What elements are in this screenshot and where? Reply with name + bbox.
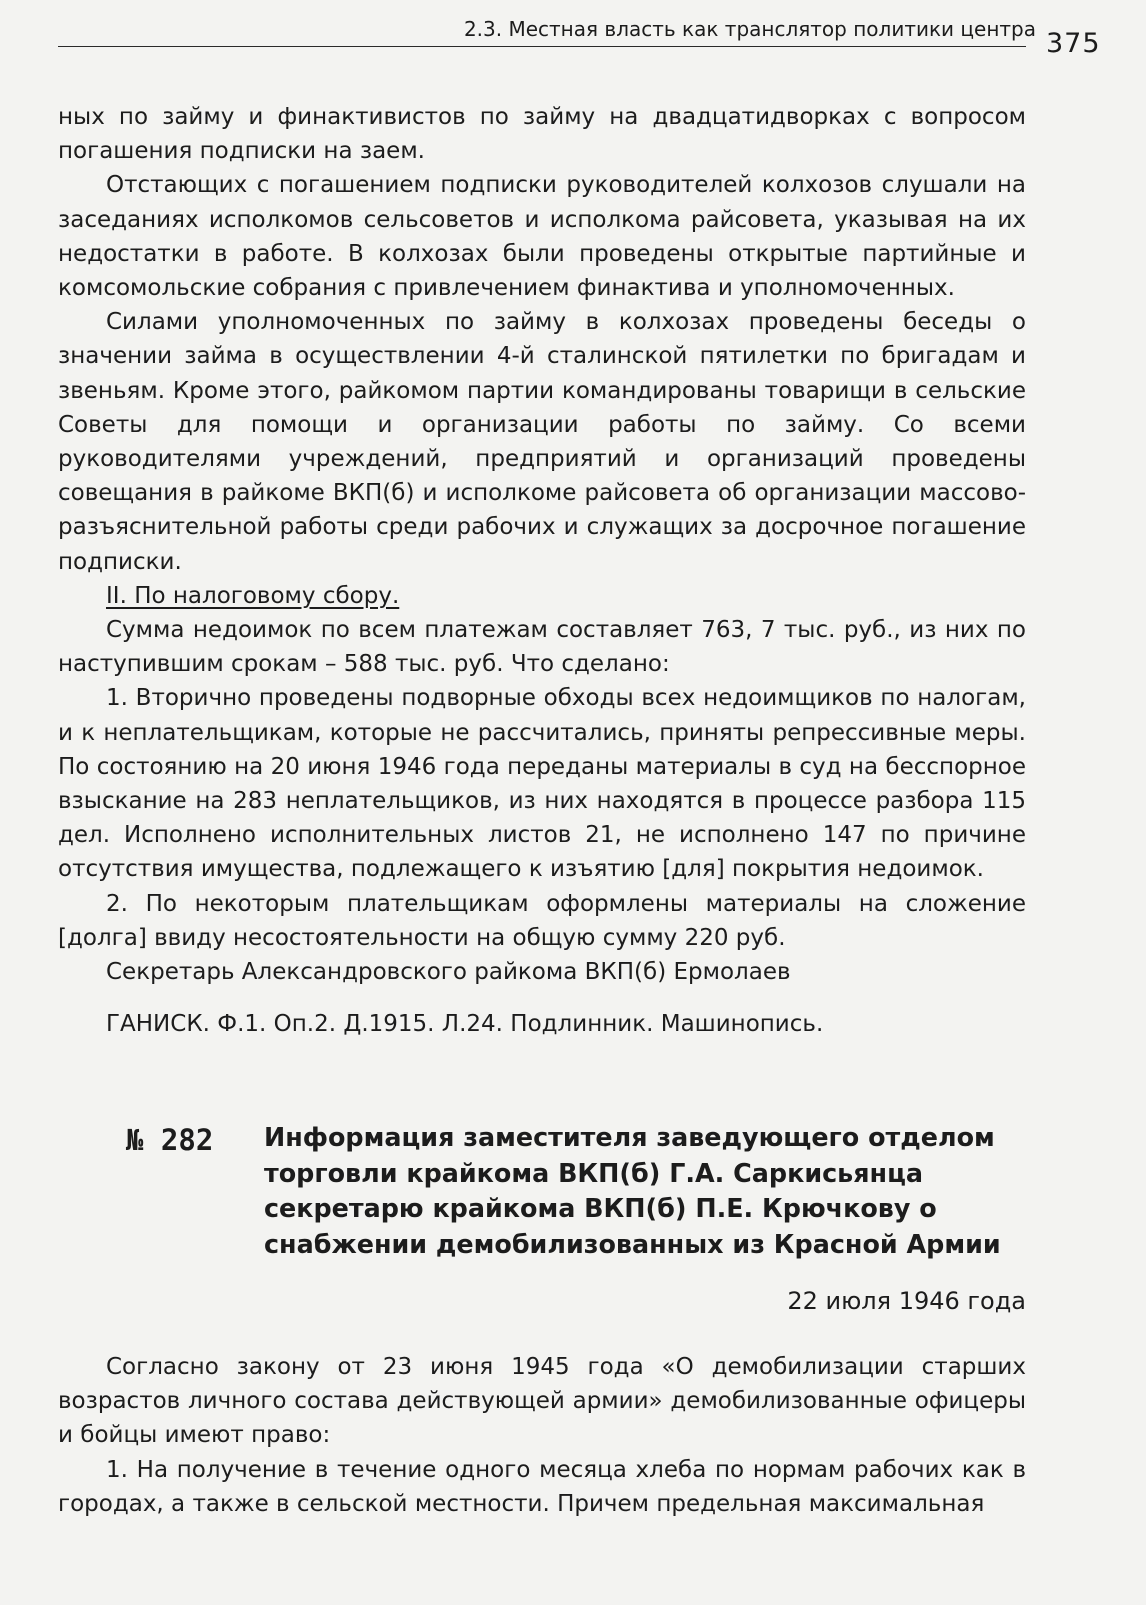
section-heading-line	[58, 579, 1026, 613]
page-number: 375	[1046, 28, 1101, 59]
paragraph: Сумма недоимок по всем платежам составляет 763, 7 тыс. руб., из них по наступившим срокам – 588 тыс. руб. Что сделано:	[58, 617, 1026, 678]
section-heading: II. По налоговому сбору.	[106, 582, 400, 609]
paragraph: 1. Вторично проведены подворные обходы всех недоимщиков по налогам, и к неплательщикам, которые не рассчитались, приняты репрессивные меры. По состоянию на 20 июня 1946 года переданы материалы в суд на бесспорное взыскание на 283 неплательщиков, из них находятся в процессе разбора 115 дел. Исполнено исполнительных листов 21, не исполнено 147 по причине отсутствия имущества, подлежащего к изъятию [для] покрытия недоимок.	[58, 685, 1026, 883]
paragraph: Согласно закону от 23 июня 1945 года «О демобилизации старших возрастов личного состава действующей армии» демобилизованные офицеры и бойцы имеют право:	[58, 1354, 1026, 1449]
header-rule	[58, 46, 1026, 47]
paragraph: Силами уполномоченных по займу в колхозах проведены беседы о значении займа в осуществлении 4-й сталинской пятилетки по бригадам и звеньям. Кроме этого, райкомом партии командированы товарищи в сельские Советы для помощи и организации работы по займу. Со всеми руководителями учреждений, предприятий и организаций проведены совещания в райкоме ВКП(б) и исполкоме райсовета об организации массово-разъяснительной работы среди рабочих и служащих за досрочное погашение подписки.	[58, 309, 1026, 575]
document-date: 22 июля 1946 года	[787, 1287, 1026, 1315]
signature: Секретарь Александровского райкома ВКП(б) Ермолаев	[106, 959, 791, 986]
paragraph: 2. По некоторым плательщикам оформлены материалы на сложение [долга] ввиду несостоятельности на общую сумму 220 руб.	[58, 890, 1026, 951]
paragraph: Отстающих с погашением подписки руководителей колхозов слушали на заседаниях исполкомов сельсоветов и исполкома райсовета, указывая на их недостатки в работе. В колхозах были проведены открытые партийные и комсомольские собрания с привлечением финактива и уполномоченных.	[58, 172, 1026, 302]
running-title: 2.3. Местная власть как транслятор политики центра	[463, 17, 1036, 41]
document-number: № 282	[126, 1123, 214, 1157]
paragraph: 1. На получение в течение одного месяца хлеба по нормам рабочих как в городах, а также в сельской местности. Причем предельная максимальная	[58, 1456, 1026, 1517]
text-block-top	[58, 100, 1026, 1041]
document-title: Информация заместителя заведующего отделом торговли крайкома ВКП(б) Г.А. Саркисьянца секретарю крайкома ВКП(б) П.Е. Крючкову о снабжении демобилизованных из Красной Армии	[264, 1122, 1001, 1259]
archival-source: ГАНИСК. Ф.1. Оп.2. Д.1915. Л.24. Подлинник. Машинопись.	[106, 1011, 824, 1038]
paragraph: ных по займу и финактивистов по займу на двадцатидворках с вопросом погашения подписки на заем.	[58, 104, 1026, 165]
text-block-bottom	[58, 1350, 1026, 1521]
